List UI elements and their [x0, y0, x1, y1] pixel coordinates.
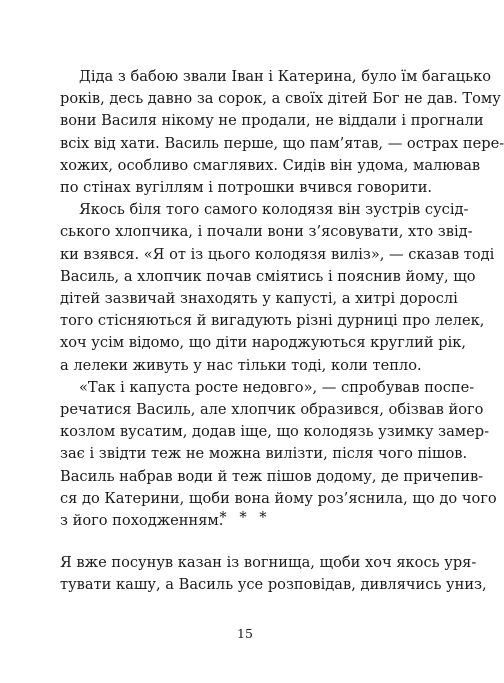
- text-line: «Так і капуста росте недовго», — спробував поспе-: [79, 378, 475, 396]
- text-line: дітей зазвичай знаходять у капусті, а хитрі дорослі: [60, 290, 458, 308]
- text-line: Якось біля того самого колодязя він зустрів сусід-: [79, 201, 469, 219]
- text-line: а лелеки живуть у нас тільки тоді, коли тепло.: [60, 356, 422, 374]
- text-line: ського хлопчика, і почали вони з’ясовувати, хто звід-: [60, 223, 473, 241]
- text-line: Василь, а хлопчик почав сміятись і пояснив йому, що: [60, 267, 476, 285]
- text-line: зає і звідти теж не можна вилізти, після чого пішов.: [60, 445, 468, 463]
- text-line: речатися Василь, але хлопчик образився, обізвав його: [60, 401, 484, 419]
- text-line: хоч усім відомо, що діти народжуються круглий рік,: [60, 334, 467, 352]
- text-line: ки взявся. «Я от із цього колодязя виліз», — сказав тоді: [60, 245, 495, 263]
- text-line: того стісняються й вигадують різні дурниці про лелек,: [60, 312, 485, 330]
- text-line: козлом вусатим, додав іще, що колодязь узимку замер-: [60, 423, 490, 441]
- text-line: по стінах вугіллям і потрошки вчився говорити.: [60, 179, 433, 197]
- text-line: років, десь давно за сорок, а своїх дітей Бог не дав. Тому: [60, 90, 501, 108]
- text-line: всіх від хати. Василь перше, що пам’ятав, — острах пере-: [60, 134, 504, 152]
- text-line: вони Василя нікому не продали, не віддали і прогнали: [60, 112, 484, 130]
- page-number: 15: [237, 626, 253, 641]
- text-line: хожих, особливо смаглявих. Сидів він удома, малював: [60, 156, 481, 174]
- main-text-block: [60, 66, 504, 532]
- text-line: ся до Катерини, щоби вона йому роз’яснила, що до чого: [60, 489, 497, 507]
- continuation-text-block: [60, 552, 487, 596]
- section-separator: * * *: [219, 509, 271, 526]
- text-line: тувати кашу, а Василь усе розповідав, дивлячись униз,: [60, 576, 487, 594]
- text-line: Я вже посунув казан із вогнища, щоби хоч якось уря-: [60, 554, 477, 571]
- text-line: Діда з бабою звали Іван і Катерина, було їм багацько: [79, 68, 492, 85]
- text-line: з його походженням.: [60, 512, 224, 530]
- text-line: Василь набрав води й теж пішов додому, де причепив-: [60, 467, 484, 485]
